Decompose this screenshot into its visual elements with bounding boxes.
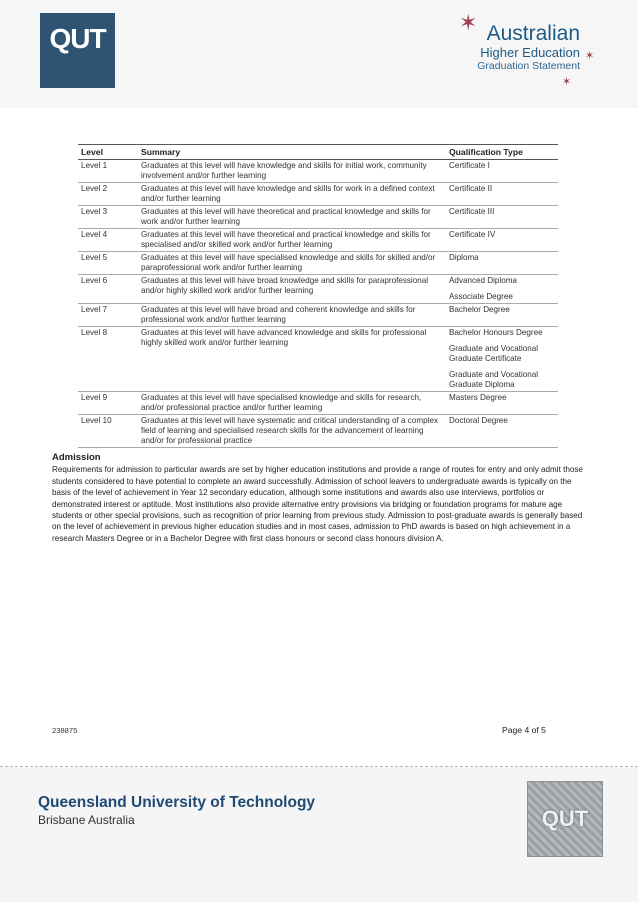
row-summary: Graduates at this level will have systematic and critical understanding of a complex field of learning and specialised research skills for the advancement of learning and/or for professional practice xyxy=(138,415,446,448)
row-level: Level 3 xyxy=(78,206,138,229)
qualification-item: Certificate II xyxy=(449,184,493,193)
row-qualification xyxy=(446,415,558,448)
header-summary: Summary xyxy=(138,145,446,160)
table-row xyxy=(78,392,558,415)
qualification-item: Doctoral Degree xyxy=(449,416,508,425)
row-qualification xyxy=(446,206,558,229)
table-row xyxy=(78,415,558,448)
qualification-item: Graduate and Vocational Graduate Diploma xyxy=(449,370,539,389)
qut-logo-text: QUT xyxy=(49,23,106,54)
page-number: Page 4 of 5 xyxy=(502,725,546,735)
university-name: Queensland University of Technology xyxy=(38,794,316,811)
row-summary: Graduates at this level will have broad knowledge and skills for paraprofessional and/or highly skilled work and/or further learning xyxy=(138,275,446,304)
row-summary: Graduates at this level will have specialised knowledge and skills for research, and/or professional practice and/or further learning xyxy=(138,392,446,415)
header-band xyxy=(0,0,638,108)
row-level: Level 5 xyxy=(78,252,138,275)
document-number: 238875 xyxy=(52,726,78,735)
star-icon: ✶ xyxy=(459,10,478,35)
row-level: Level 10 xyxy=(78,415,138,448)
row-summary: Graduates at this level will have specialised knowledge and skills for skilled and/or paraprofessional work and/or further learning xyxy=(138,252,446,275)
row-level: Level 9 xyxy=(78,392,138,415)
row-level: Level 1 xyxy=(78,160,138,183)
table-row xyxy=(78,327,558,392)
qualification-item: Certificate III xyxy=(449,207,495,216)
qualification-item: Certificate IV xyxy=(449,230,496,239)
row-summary: Graduates at this level will have advanced knowledge and skills for professional highly skilled work and/or further learning xyxy=(138,327,446,392)
page-content xyxy=(0,108,638,766)
ahe-line-1: Australian xyxy=(486,22,580,45)
ahe-line-2: Higher Education xyxy=(480,45,580,60)
star-icon: ✶ xyxy=(562,76,572,88)
row-qualification xyxy=(446,304,558,327)
row-level: Level 8 xyxy=(78,327,138,392)
table-row xyxy=(78,160,558,183)
hologram-seal xyxy=(527,781,603,857)
table-row xyxy=(78,183,558,206)
aqf-levels-table xyxy=(78,144,558,448)
university-location: Brisbane Australia xyxy=(38,813,135,827)
admission-text: Requirements for admission to particular awards are set by higher education institutions and provide a range of routes for entry and only admit those students considered to have potential to complete an award successfully. Admission of school leavers to undergraduate awards is typically on the basis of the level of achievement in Year 12 secondary education, although some institutions and awards also use interviews, portfolios or demonstrated interest or aptitude. Most institutions also provide alternative entry provisions via bridging or foundation programs for mature age students or other special provisions, such as recognition of prior learning from previous study. Admission to post-graduate awards is generally based on the level of achievement in previous higher education studies and in most cases, admission to PhD awards is based on high achievement in a research Masters Degree or in a Bachelor Degree with first class honours or second class honours division A. xyxy=(52,465,583,543)
table-row xyxy=(78,206,558,229)
table-row xyxy=(78,275,558,304)
footer xyxy=(0,767,638,902)
qualification-item: Associate Degree xyxy=(449,292,513,301)
qualification-item: Masters Degree xyxy=(449,393,507,402)
qut-logo xyxy=(40,13,115,88)
header-level: Level xyxy=(78,145,138,160)
row-summary: Graduates at this level will have broad and coherent knowledge and skills for professional work and/or further learning xyxy=(138,304,446,327)
table-row xyxy=(78,229,558,252)
star-icon: ✶ xyxy=(585,50,595,62)
row-level: Level 7 xyxy=(78,304,138,327)
ahe-line-3: Graduation Statement xyxy=(477,60,580,72)
row-level: Level 6 xyxy=(78,275,138,304)
row-qualification xyxy=(446,392,558,415)
hologram-text: QUT xyxy=(541,806,589,831)
row-qualification xyxy=(446,160,558,183)
row-qualification xyxy=(446,327,558,392)
row-level: Level 2 xyxy=(78,183,138,206)
table-row xyxy=(78,252,558,275)
qualification-item: Bachelor Degree xyxy=(449,305,510,314)
ahe-graduation-statement-logo xyxy=(477,22,580,72)
row-qualification xyxy=(446,183,558,206)
admission-heading: Admission xyxy=(52,452,101,463)
qualification-item: Bachelor Honours Degree xyxy=(449,328,543,337)
table-row xyxy=(78,304,558,327)
qualification-item: Graduate and Vocational Graduate Certificate xyxy=(449,344,539,363)
row-summary: Graduates at this level will have knowledge and skills for initial work, community involvement and/or further learning xyxy=(138,160,446,183)
admission-section xyxy=(52,452,587,544)
table-header-row xyxy=(78,145,558,160)
row-summary: Graduates at this level will have theoretical and practical knowledge and skills for work and/or further learning xyxy=(138,206,446,229)
row-level: Level 4 xyxy=(78,229,138,252)
row-summary: Graduates at this level will have knowledge and skills for work in a defined context and/or further learning xyxy=(138,183,446,206)
header-qualification: Qualification Type xyxy=(446,145,558,160)
qualification-item: Certificate I xyxy=(449,161,490,170)
row-qualification xyxy=(446,275,558,304)
qualification-item: Advanced Diploma xyxy=(449,276,517,285)
row-qualification xyxy=(446,229,558,252)
row-summary: Graduates at this level will have theoretical and practical knowledge and skills for specialised and/or skilled work and/or further learning xyxy=(138,229,446,252)
qualification-item: Diploma xyxy=(449,253,479,262)
row-qualification xyxy=(446,252,558,275)
